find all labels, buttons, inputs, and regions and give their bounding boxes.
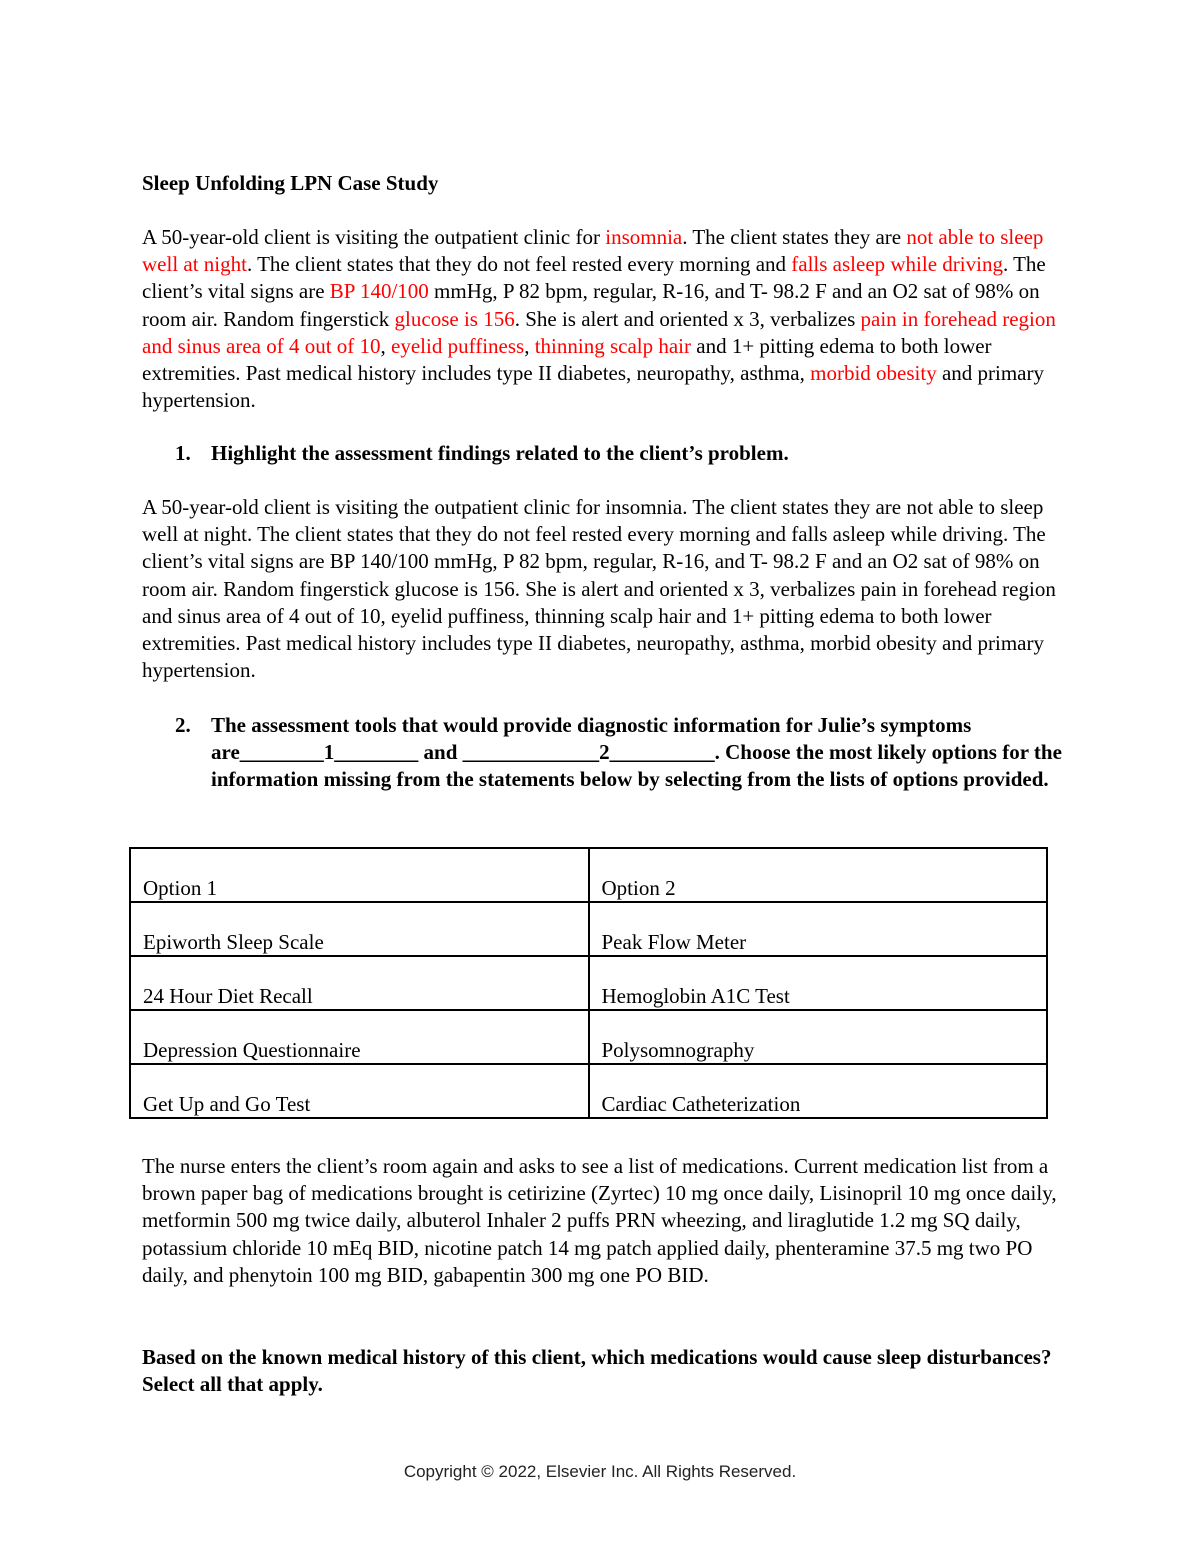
highlighted-finding: glucose is 156: [394, 306, 515, 331]
highlighted-finding: morbid obesity: [810, 361, 937, 386]
option-2-cell: Cardiac Catheterization: [589, 1064, 1048, 1118]
table-row: [130, 1010, 1047, 1064]
case-segment: ,: [380, 333, 392, 358]
case-segment: ,: [524, 333, 535, 358]
option-2-cell: Polysomnography: [589, 1010, 1048, 1064]
copyright-footer: Copyright © 2022, Elsevier Inc. All Rights Reserved.: [403, 1462, 797, 1481]
question-text: Highlight the assessment findings related to the client’s problem.: [211, 441, 789, 465]
option-2-cell: Peak Flow Meter: [589, 902, 1048, 956]
header-option-1: Option 1: [130, 848, 589, 902]
case-segment: A 50-year-old client is visiting the outpatient clinic for: [142, 225, 606, 249]
table-row: [130, 1064, 1047, 1118]
highlighted-finding: eyelid puffiness: [391, 333, 525, 358]
case-segment: and 1+ pitting edema to both lower extremities. Past medical history includes type II diabetes, neuropathy, asthma,: [142, 333, 992, 386]
option-1-cell: Get Up and Go Test: [130, 1064, 589, 1118]
highlighted-finding: not able to sleep well at night: [142, 225, 1044, 277]
question-number: 2.: [175, 713, 191, 737]
table-header-row: [130, 848, 1047, 902]
highlighted-finding: thinning scalp hair: [534, 333, 692, 358]
options-table: [129, 847, 1048, 1119]
option-2-cell: Hemoglobin A1C Test: [589, 956, 1048, 1010]
question-1: [175, 440, 1065, 467]
question-2: [175, 712, 1065, 793]
question-3: Based on the known medical history of this client, which medications would cause sleep disturbances? Select all that apply.: [142, 1345, 1052, 1396]
case-segment: mmHg, P 82 bpm, regular, R-16, and T- 98.2 F and an O2 sat of 98% on room air. Random fingerstick: [142, 279, 1040, 331]
case-paragraph-highlighted: [142, 224, 1067, 414]
table-row: [130, 956, 1047, 1010]
case-segment: . The client states that they do not feel rested every morning and: [246, 252, 792, 277]
case-segment: . The client’s vital signs are: [142, 252, 1046, 304]
case-segment: and primary hypertension.: [142, 361, 1044, 413]
option-1-cell: 24 Hour Diet Recall: [130, 956, 589, 1010]
medications-paragraph: The nurse enters the client’s room again and asks to see a list of medications. Current medication list from a brown paper bag of medications brought is cetirizine (Zyrtec) 10 mg once daily, Lisinopril 10 mg once daily, metformin 500 mg twice daily, albuterol Inhaler 2 puffs PRN wheezing, and liraglutide 1.2 mg SQ daily, potassium chloride 10 mEq BID, nicotine patch 14 mg patch applied daily, phenteramine 37.5 mg two PO daily, and phenytoin 100 mg BID, gabapentin 300 mg one PO BID.: [142, 1154, 1057, 1287]
table-row: [130, 902, 1047, 956]
case-segment: . She is alert and oriented x 3, verbalizes: [514, 306, 861, 331]
case-segment: . The client states they are: [682, 225, 907, 249]
header-option-2: Option 2: [589, 848, 1048, 902]
question-text: The assessment tools that would provide diagnostic information for Julie’s symptoms are________1________ and _____________2__________. Choose the most likely options for the information missing from the statements below by selecting from the lists of options provided.: [211, 713, 1062, 791]
highlighted-finding: falls asleep while driving: [791, 252, 1003, 277]
case-paragraph-plain: A 50-year-old client is visiting the outpatient clinic for insomnia. The client states they are not able to sleep well at night. The client states that they do not feel rested every morning and falls asleep while driving. The client’s vital signs are BP 140/100 mmHg, P 82 bpm, regular, R-16, and T- 98.2 F and an O2 sat of 98% on room air. Random fingerstick glucose is 156. She is alert and oriented x 3, verbalizes pain in forehead region and sinus area of 4 out of 10, eyelid puffiness, thinning scalp hair and 1+ pitting edema to both lower extremities. Past medical history includes type II diabetes, neuropathy, asthma, morbid obesity and primary hypertension.: [142, 495, 1056, 683]
question-number: 1.: [175, 441, 191, 465]
highlighted-finding: insomnia: [605, 225, 683, 249]
highlighted-finding: pain in forehead region and sinus area of 4 out of 10: [142, 306, 1056, 358]
document-title: Sleep Unfolding LPN Case Study: [142, 171, 439, 195]
option-1-cell: Depression Questionnaire: [130, 1010, 589, 1064]
option-1-cell: Epiworth Sleep Scale: [130, 902, 589, 956]
highlighted-finding: BP 140/100: [329, 279, 429, 304]
